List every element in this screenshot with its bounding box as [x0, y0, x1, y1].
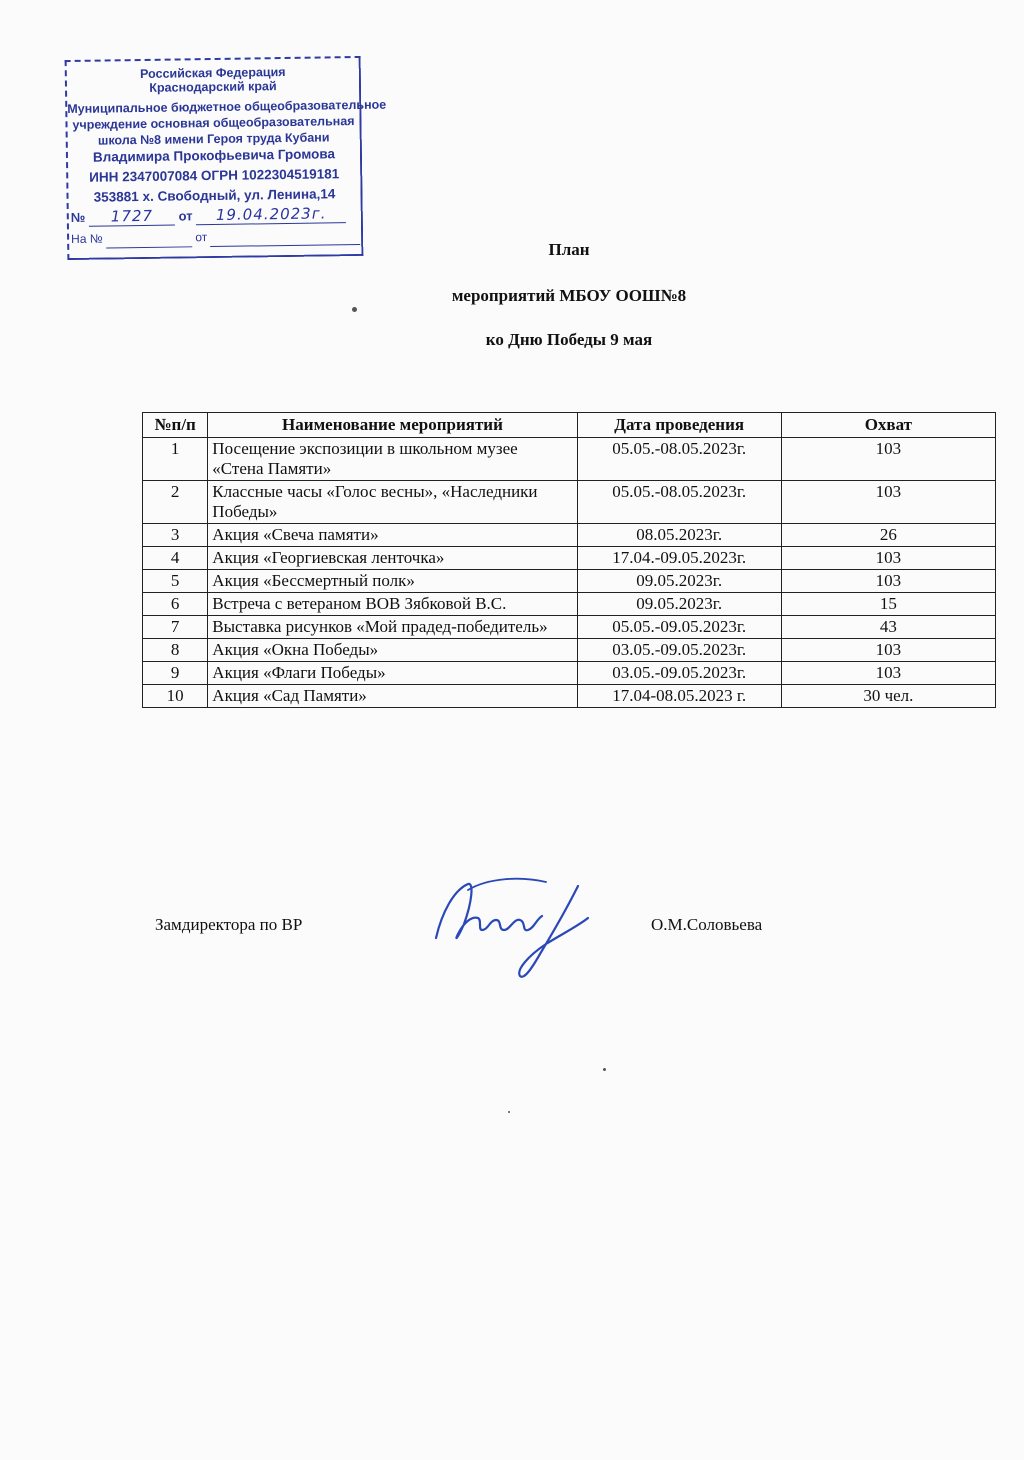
table-row: [143, 481, 996, 524]
row-number: 8: [143, 639, 208, 662]
table-header-row: [143, 413, 996, 438]
row-date: 09.05.2023г.: [577, 570, 781, 593]
stamp-line: учреждение основная общеобразовательная: [72, 114, 355, 132]
document-subtitle-occasion: ко Дню Победы 9 мая: [485, 330, 653, 349]
row-date: 09.05.2023г.: [577, 593, 781, 616]
stamp-line: ИНН 2347007084 ОГРН 1022304519181: [89, 166, 340, 185]
row-number: 9: [143, 662, 208, 685]
row-coverage: 103: [781, 481, 995, 524]
scan-speck: [603, 1068, 606, 1071]
row-number: 5: [143, 570, 208, 593]
table-row: [143, 524, 996, 547]
stamp-from-label-2: от: [195, 230, 208, 245]
row-event-name: Акция «Окна Победы»: [208, 639, 577, 662]
header-date: Дата проведения: [577, 413, 781, 438]
row-number: 7: [143, 616, 208, 639]
scan-speck: [352, 307, 357, 312]
row-coverage: 103: [781, 570, 995, 593]
table-row: [143, 593, 996, 616]
row-number: 10: [143, 685, 208, 708]
table-row: [143, 438, 996, 481]
stamp-line: школа №8 имени Героя труда Кубани: [97, 130, 330, 148]
row-date: 17.04-08.05.2023 г.: [577, 685, 781, 708]
stamp-line: Российская Федерация: [139, 64, 286, 82]
table-row: [143, 616, 996, 639]
row-number: 1: [143, 438, 208, 481]
signatory-name: О.М.Соловьева: [651, 915, 763, 934]
header-number: №п/п: [143, 413, 208, 438]
stamp-line: Краснодарский край: [149, 79, 277, 95]
row-coverage: 103: [781, 639, 995, 662]
row-event-name: Встреча с ветераном ВОВ Зябковой В.С.: [208, 593, 577, 616]
row-event-name: Акция «Флаги Победы»: [208, 662, 577, 685]
header-coverage: Охват: [781, 413, 995, 438]
row-number: 3: [143, 524, 208, 547]
stamp-line: Муниципальное бюджетное общеобразовательное: [67, 97, 387, 117]
handwritten-signature: [428, 872, 598, 988]
row-event-name: Посещение экспозиции в школьном музее «Стена Памяти»: [208, 438, 577, 481]
row-number: 2: [143, 481, 208, 524]
row-coverage: 30 чел.: [781, 685, 995, 708]
row-event-name: Акция «Бессмертный полк»: [208, 570, 577, 593]
stamp-from-label: от: [178, 208, 193, 224]
registration-stamp: [65, 56, 387, 260]
table-row: [143, 639, 996, 662]
row-date: 17.04.-09.05.2023г.: [577, 547, 781, 570]
row-event-name: Акция «Георгиевская ленточка»: [208, 547, 577, 570]
row-event-name: Выставка рисунков «Мой прадед-победитель»: [208, 616, 577, 639]
row-coverage: 103: [781, 438, 995, 481]
stamp-date-value: 19.04.2023г.: [215, 204, 327, 224]
row-event-name: Классные часы «Голос весны», «Наследники Победы»: [208, 481, 577, 524]
row-number: 6: [143, 593, 208, 616]
row-date: 08.05.2023г.: [577, 524, 781, 547]
row-date: 03.05.-09.05.2023г.: [577, 639, 781, 662]
scan-speck: [508, 1111, 510, 1113]
stamp-registration-number: [71, 206, 361, 227]
header-event-name: Наименование мероприятий: [208, 413, 577, 438]
row-event-name: Акция «Сад Памяти»: [208, 685, 577, 708]
stamp-line: 353881 х. Свободный, ул. Ленина,14: [93, 186, 336, 205]
row-date: 05.05.-09.05.2023г.: [577, 616, 781, 639]
stamp-na-label: На №: [71, 231, 103, 247]
row-date: 05.05.-08.05.2023г.: [577, 481, 781, 524]
table-row: [143, 685, 996, 708]
row-event-name: Акция «Свеча памяти»: [208, 524, 577, 547]
stamp-number-label: №: [70, 209, 86, 226]
row-date: 05.05.-08.05.2023г.: [577, 438, 781, 481]
document-title: План: [548, 240, 590, 259]
signatory-position: Замдиректора по ВР: [155, 915, 303, 934]
document-subtitle: мероприятий МБОУ ООШ№8: [451, 286, 687, 305]
row-number: 4: [143, 547, 208, 570]
table-row: [143, 570, 996, 593]
stamp-number-value: 1727: [110, 206, 154, 226]
row-date: 03.05.-09.05.2023г.: [577, 662, 781, 685]
stamp-line: Владимира Прокофьевича Громова: [92, 146, 336, 165]
events-table: [142, 412, 996, 708]
row-coverage: 15: [781, 593, 995, 616]
row-coverage: 103: [781, 662, 995, 685]
table-row: [143, 662, 996, 685]
row-coverage: 26: [781, 524, 995, 547]
row-coverage: 43: [781, 616, 995, 639]
row-coverage: 103: [781, 547, 995, 570]
table-row: [143, 547, 996, 570]
